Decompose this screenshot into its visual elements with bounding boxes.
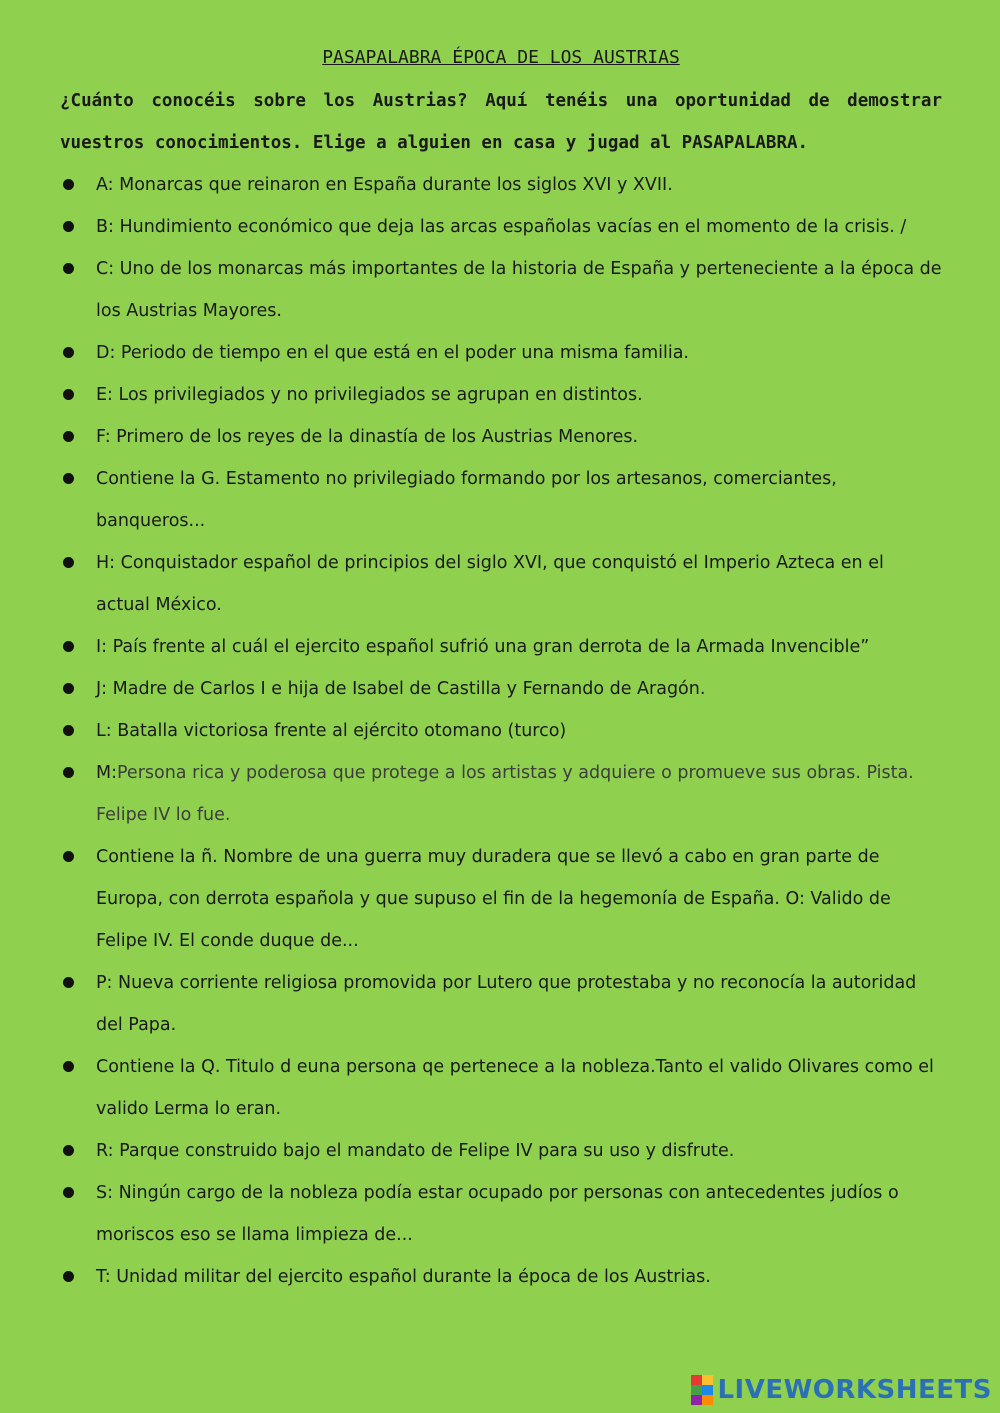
bullet-icon	[63, 641, 74, 652]
bullet-icon	[63, 473, 74, 484]
clue-q: Contiene la Q. Titulo d euna persona qe pertenece a la nobleza.Tanto el valido Olivares como el valido Lerma lo eran.	[60, 1046, 942, 1130]
bullet-icon	[63, 1061, 74, 1072]
bullet-icon	[63, 347, 74, 358]
clue-r: R: Parque construido bajo el mandato de Felipe IV para su uso y disfrute.	[60, 1130, 942, 1172]
clue-a: A: Monarcas que reinaron en España durante los siglos XVI y XVII.	[60, 164, 942, 206]
clue-p: P: Nueva corriente religiosa promovida por Lutero que protestaba y no reconocía la autoridad del Papa.	[60, 962, 942, 1046]
bullet-icon	[63, 221, 74, 232]
bullet-icon	[63, 851, 74, 862]
logo-square	[702, 1395, 713, 1405]
liveworksheets-logo[interactable]	[691, 1373, 992, 1407]
bullet-icon	[63, 179, 74, 190]
logo-text: LIVEWORKSHEETS	[717, 1375, 992, 1405]
clue-e: E: Los privilegiados y no privilegiados se agrupan en distintos.	[60, 374, 942, 416]
worksheet	[60, 40, 942, 1298]
clue-s: S: Ningún cargo de la nobleza podía estar ocupado por personas con antecedentes judíos o moriscos eso se llama limpieza de...	[60, 1172, 942, 1256]
bullet-icon	[63, 557, 74, 568]
page-title: PASAPALABRA ÉPOCA DE LOS AUSTRIAS	[322, 47, 680, 68]
intro-text: ¿Cuánto conocéis sobre los Austrias? Aquí tenéis una oportunidad de demostrar vuestros conocimientos. Elige a alguien en casa y jugad al PASAPALABRA.	[60, 91, 942, 153]
clue-t: T: Unidad militar del ejercito español durante la época de los Austrias.	[60, 1256, 942, 1298]
bullet-icon	[63, 977, 74, 988]
logo-square	[702, 1375, 713, 1385]
clue-m: M:Persona rica y poderosa que protege a los artistas y adquiere o promueve sus obras. Pista. Felipe IV lo fue.	[60, 752, 942, 836]
logo-square	[702, 1385, 713, 1395]
clue-list	[60, 164, 942, 1298]
bullet-icon	[63, 725, 74, 736]
logo-square	[691, 1385, 702, 1395]
logo-square	[691, 1375, 702, 1385]
clue-i: I: País frente al cuál el ejercito español sufrió una gran derrota de la Armada Invencible”	[60, 626, 942, 668]
clue-g: Contiene la G. Estamento no privilegiado formando por los artesanos, comerciantes, banqueros...	[60, 458, 942, 542]
bullet-icon	[63, 431, 74, 442]
bullet-icon	[63, 389, 74, 400]
bullet-icon	[63, 1145, 74, 1156]
clue-n-o: Contiene la ñ. Nombre de una guerra muy duradera que se llevó a cabo en gran parte de Europa, con derrota española y que supuso el fin de la hegemonía de España. O: Valido de Felipe IV. El conde duque de...	[60, 836, 942, 962]
bullet-icon	[63, 1271, 74, 1282]
bullet-icon	[63, 767, 74, 778]
clue-b: B: Hundimiento económico que deja las arcas españolas vacías en el momento de la crisis. /	[60, 206, 942, 248]
clue-f: F: Primero de los reyes de la dinastía de los Austrias Menores.	[60, 416, 942, 458]
bullet-icon	[63, 263, 74, 274]
logo-square	[691, 1395, 702, 1405]
live-mark-icon	[691, 1375, 713, 1405]
bullet-icon	[63, 683, 74, 694]
bullet-icon	[63, 1187, 74, 1198]
clue-c: C: Uno de los monarcas más importantes de la historia de España y perteneciente a la época de los Austrias Mayores.	[60, 248, 942, 332]
clue-l: L: Batalla victoriosa frente al ejército otomano (turco)	[60, 710, 942, 752]
clue-j: J: Madre de Carlos I e hija de Isabel de Castilla y Fernando de Aragón.	[60, 668, 942, 710]
clue-h: H: Conquistador español de principios del siglo XVI, que conquistó el Imperio Azteca en el actual México.	[60, 542, 942, 626]
clue-d: D: Periodo de tiempo en el que está en el poder una misma familia.	[60, 332, 942, 374]
